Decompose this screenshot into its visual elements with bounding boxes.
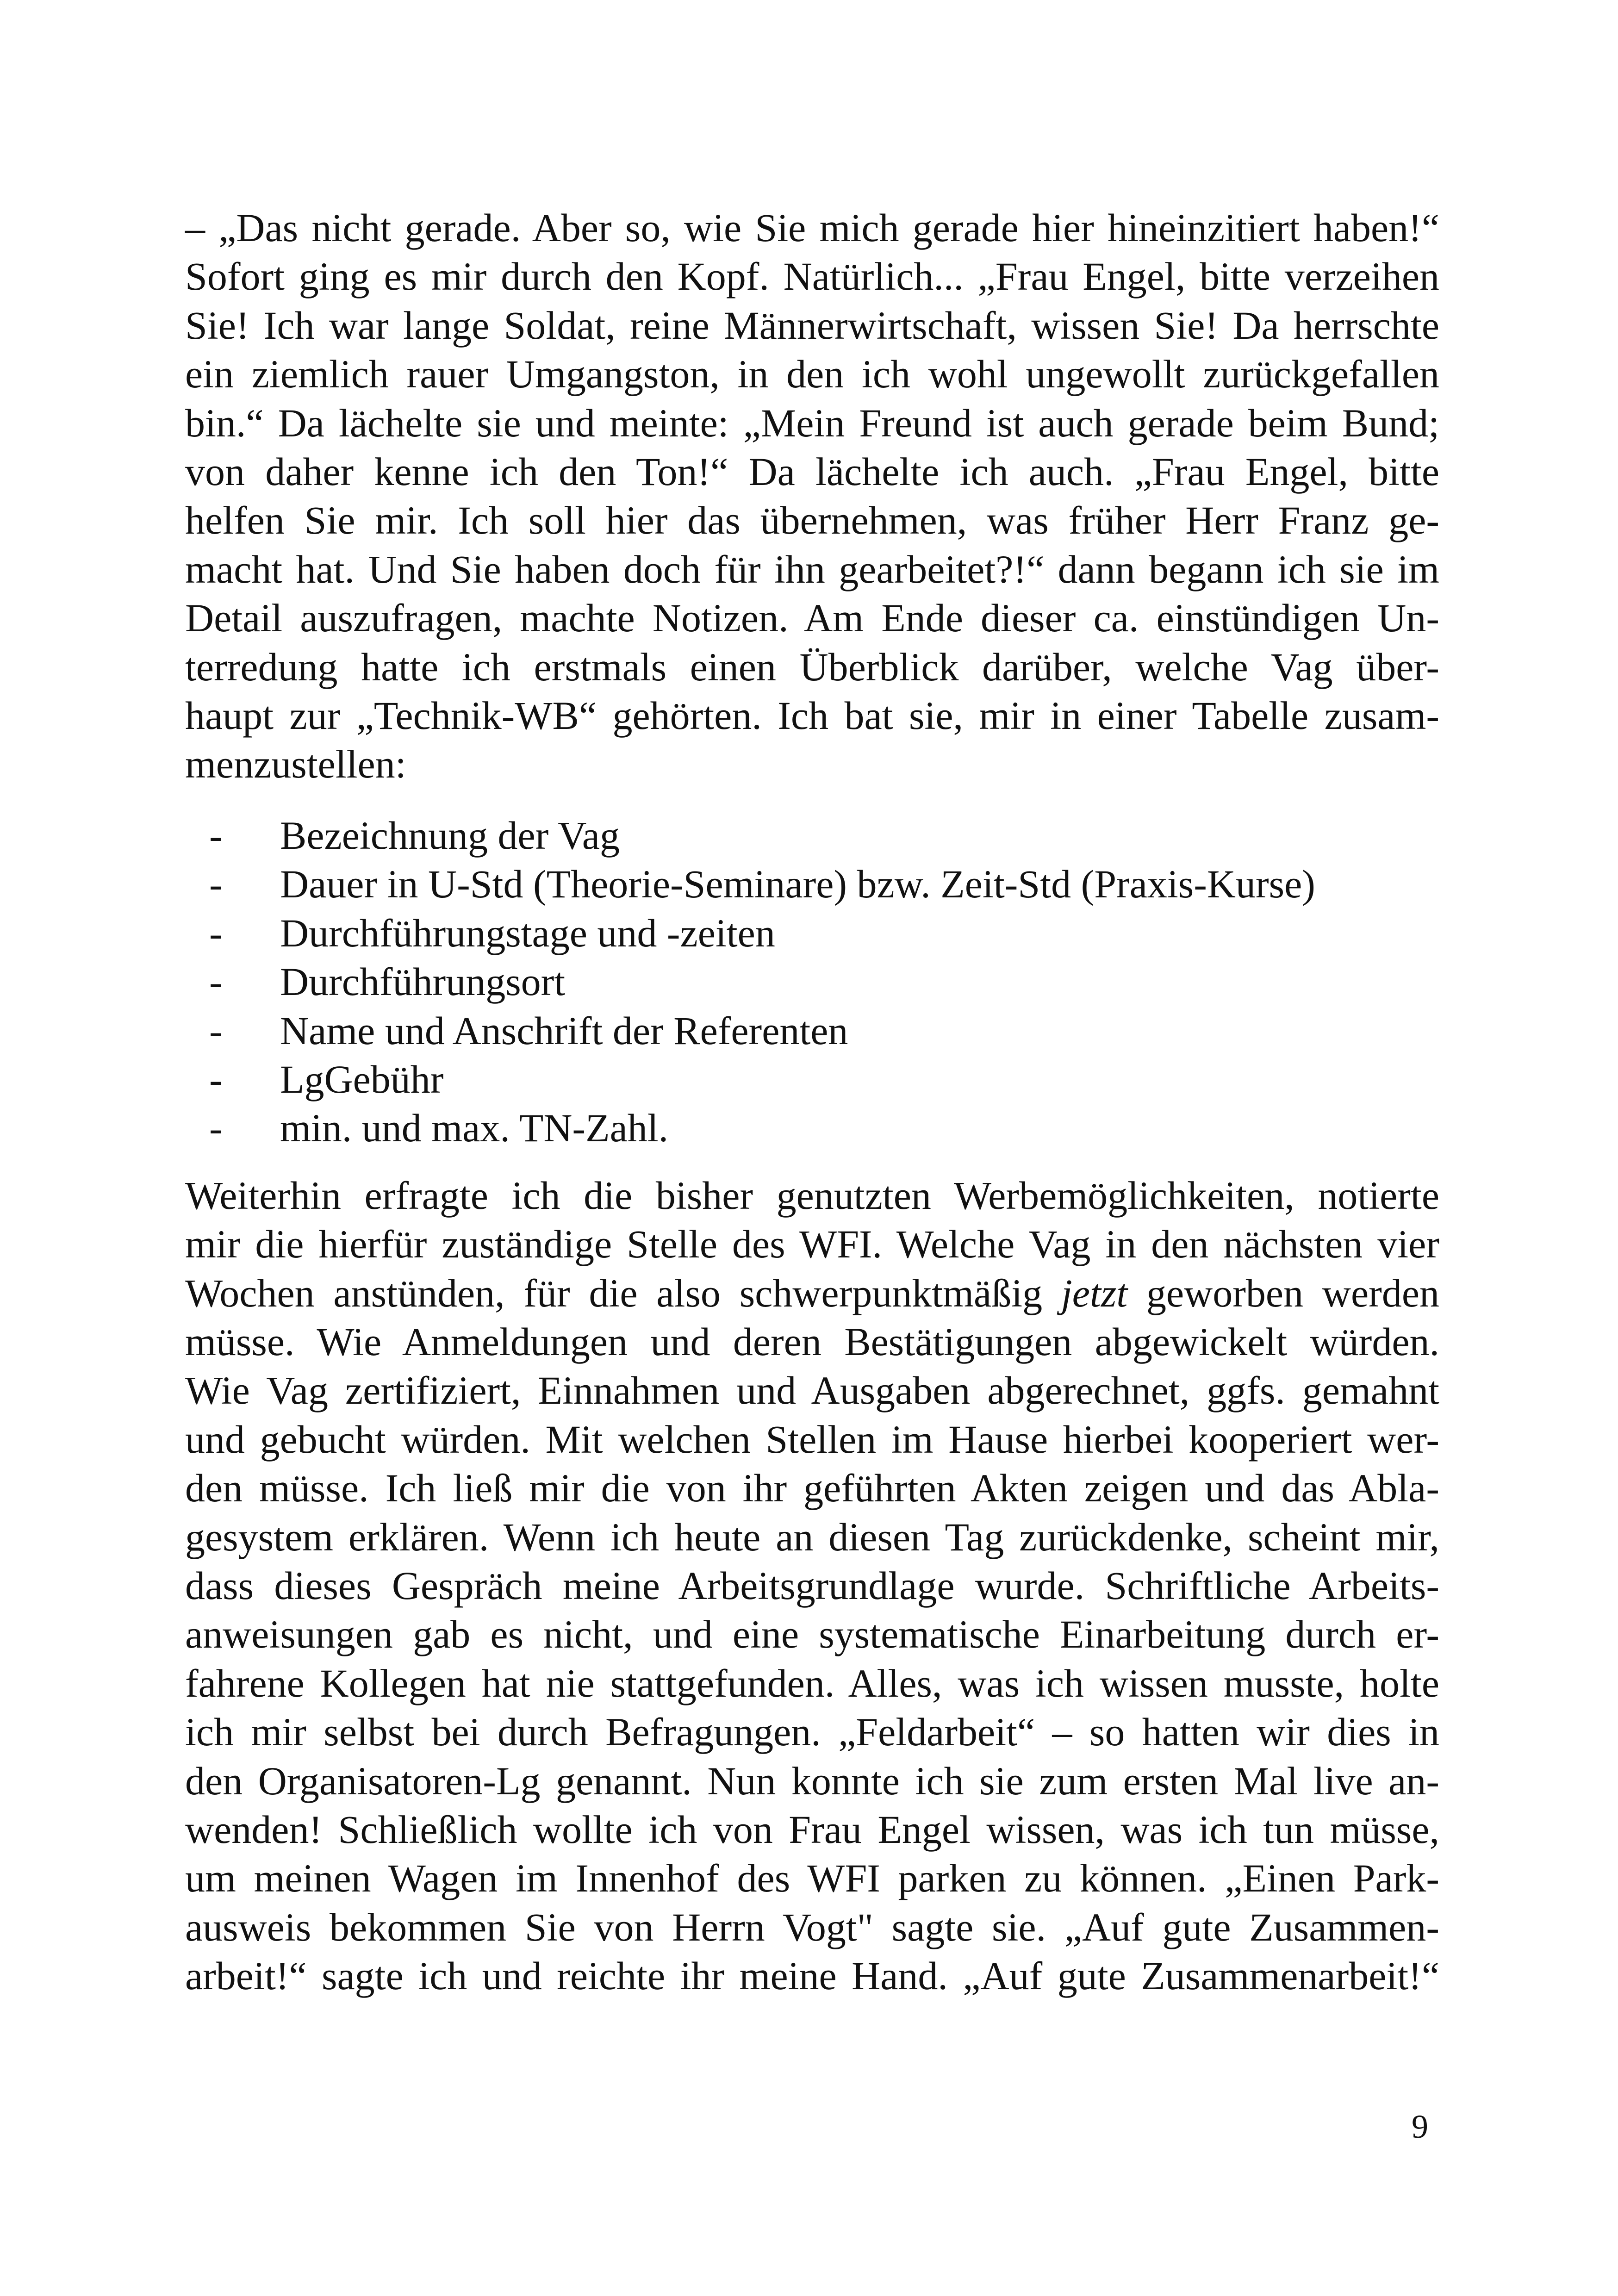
list-item [185, 860, 1439, 908]
text-line: Sie! Ich war lange Soldat, reine Männerwirtschaft, wissen Sie! Da herrschte [185, 303, 1439, 348]
text-line: Wie Vag zertifiziert, Einnahmen und Ausgaben abgerechnet, ggfs. gemahnt [185, 1368, 1439, 1413]
text-line: ich mir selbst bei durch Befragungen. „Feldarbeit“ – so hatten wir dies in [185, 1710, 1439, 1755]
list-item-text: Dauer in U-Std (Theorie-Seminare) bzw. Zeit-Std (Praxis-Kurse) [280, 862, 1315, 907]
text-line: haupt zur „Technik-WB“ gehörten. Ich bat sie, mir in einer Tabelle zusam- [185, 693, 1439, 738]
dash-bullet: - [209, 1057, 223, 1101]
dash-bullet: - [209, 813, 223, 858]
list-item [185, 1104, 1439, 1152]
text-line: ein ziemlich rauer Umgangston, in den ich wohl ungewollt zurückgefallen [185, 352, 1439, 397]
list-item [185, 909, 1439, 958]
text-line: menzustellen: [185, 742, 406, 787]
text-line: wenden! Schließlich wollte ich von Frau Engel wissen, was ich tun müsse, [185, 1807, 1439, 1852]
paragraph-1 [185, 204, 1439, 789]
text-line: macht hat. Und Sie haben doch für ihn gearbeitet?!“ dann begann ich sie im [185, 547, 1439, 591]
list-item-text: LgGebühr [280, 1057, 444, 1101]
list-item-text: min. und max. TN-Zahl. [280, 1106, 669, 1151]
list-item [185, 811, 1439, 860]
emphasis-text: jetzt [1061, 1270, 1128, 1315]
text-line: Weiterhin erfragte ich die bisher genutzten Werbemöglichkeiten, notierte [185, 1173, 1439, 1218]
list-item-text: Bezeichnung der Vag [280, 813, 620, 858]
dash-bullet: - [209, 910, 223, 955]
list-item-text: Name und Anschrift der Referenten [280, 1008, 848, 1053]
text-line: gesystem erklären. Wenn ich heute an diesen Tag zurückdenke, scheint mir, [185, 1514, 1439, 1559]
text-line: Sofort ging es mir durch den Kopf. Natürlich... „Frau Engel, bitte verzeihen [185, 254, 1439, 299]
page-number: 9 [1412, 2108, 1428, 2145]
dash-bullet: - [209, 1106, 223, 1151]
text-line [185, 1269, 1439, 1318]
dash-bullet: - [209, 1008, 223, 1053]
text-line: terredung hatte ich erstmals einen Überblick darüber, welche Vag über- [185, 644, 1439, 689]
text-line: bin.“ Da lächelte sie und meinte: „Mein Freund ist auch gerade beim Bund; [185, 400, 1439, 445]
list-item-text: Durchführungstage und -zeiten [280, 910, 775, 955]
text-line: arbeit!“ sagte ich und reichte ihr meine Hand. „Auf gute Zusammenarbeit!“ [185, 1954, 1439, 1998]
text-run: Wochen anstünden, für die also schwerpunktmäßig [185, 1270, 1061, 1315]
dash-bullet: - [209, 959, 223, 1004]
text-line: und gebucht würden. Mit welchen Stellen im Hause hierbei kooperiert wer- [185, 1417, 1439, 1462]
text-line: anweisungen gab es nicht, und eine systematische Einarbeitung durch er- [185, 1612, 1439, 1657]
text-line: von daher kenne ich den Ton!“ Da lächelte ich auch. „Frau Engel, bitte [185, 449, 1439, 494]
text-line: – „Das nicht gerade. Aber so, wie Sie mich gerade hier hineinzitiert haben!“ [185, 205, 1439, 250]
list-item [185, 1007, 1439, 1055]
text-line: den müsse. Ich ließ mir die von ihr geführten Akten zeigen und das Abla- [185, 1466, 1439, 1511]
text-line: den Organisatoren-Lg genannt. Nun konnte ich sie zum ersten Mal live an- [185, 1758, 1439, 1803]
bullet-list [185, 811, 1439, 1153]
text-line: müsse. Wie Anmeldungen und deren Bestätigungen abgewickelt würden. [185, 1319, 1439, 1364]
text-line: helfen Sie mir. Ich soll hier das übernehmen, was früher Herr Franz ge- [185, 498, 1439, 543]
dash-bullet: - [209, 862, 223, 907]
book-page [185, 204, 1439, 2001]
text-line: Detail auszufragen, machte Notizen. Am Ende dieser ca. einstündigen Un- [185, 596, 1439, 641]
text-line: um meinen Wagen im Innenhof des WFI parken zu können. „Einen Park- [185, 1856, 1439, 1901]
list-item-text: Durchführungsort [280, 959, 566, 1004]
list-item [185, 1055, 1439, 1104]
text-line: mir die hierfür zuständige Stelle des WFI. Welche Vag in den nächsten vier [185, 1222, 1439, 1267]
text-line: dass dieses Gespräch meine Arbeitsgrundlage wurde. Schriftliche Arbeits- [185, 1563, 1439, 1608]
text-run: geworben werden [1127, 1270, 1439, 1315]
list-item [185, 958, 1439, 1006]
paragraph-2 [185, 1171, 1439, 2001]
text-line: ausweis bekommen Sie von Herrn Vogt" sagte sie. „Auf gute Zusammen- [185, 1904, 1439, 1949]
text-line: fahrene Kollegen hat nie stattgefunden. Alles, was ich wissen musste, holte [185, 1661, 1439, 1705]
